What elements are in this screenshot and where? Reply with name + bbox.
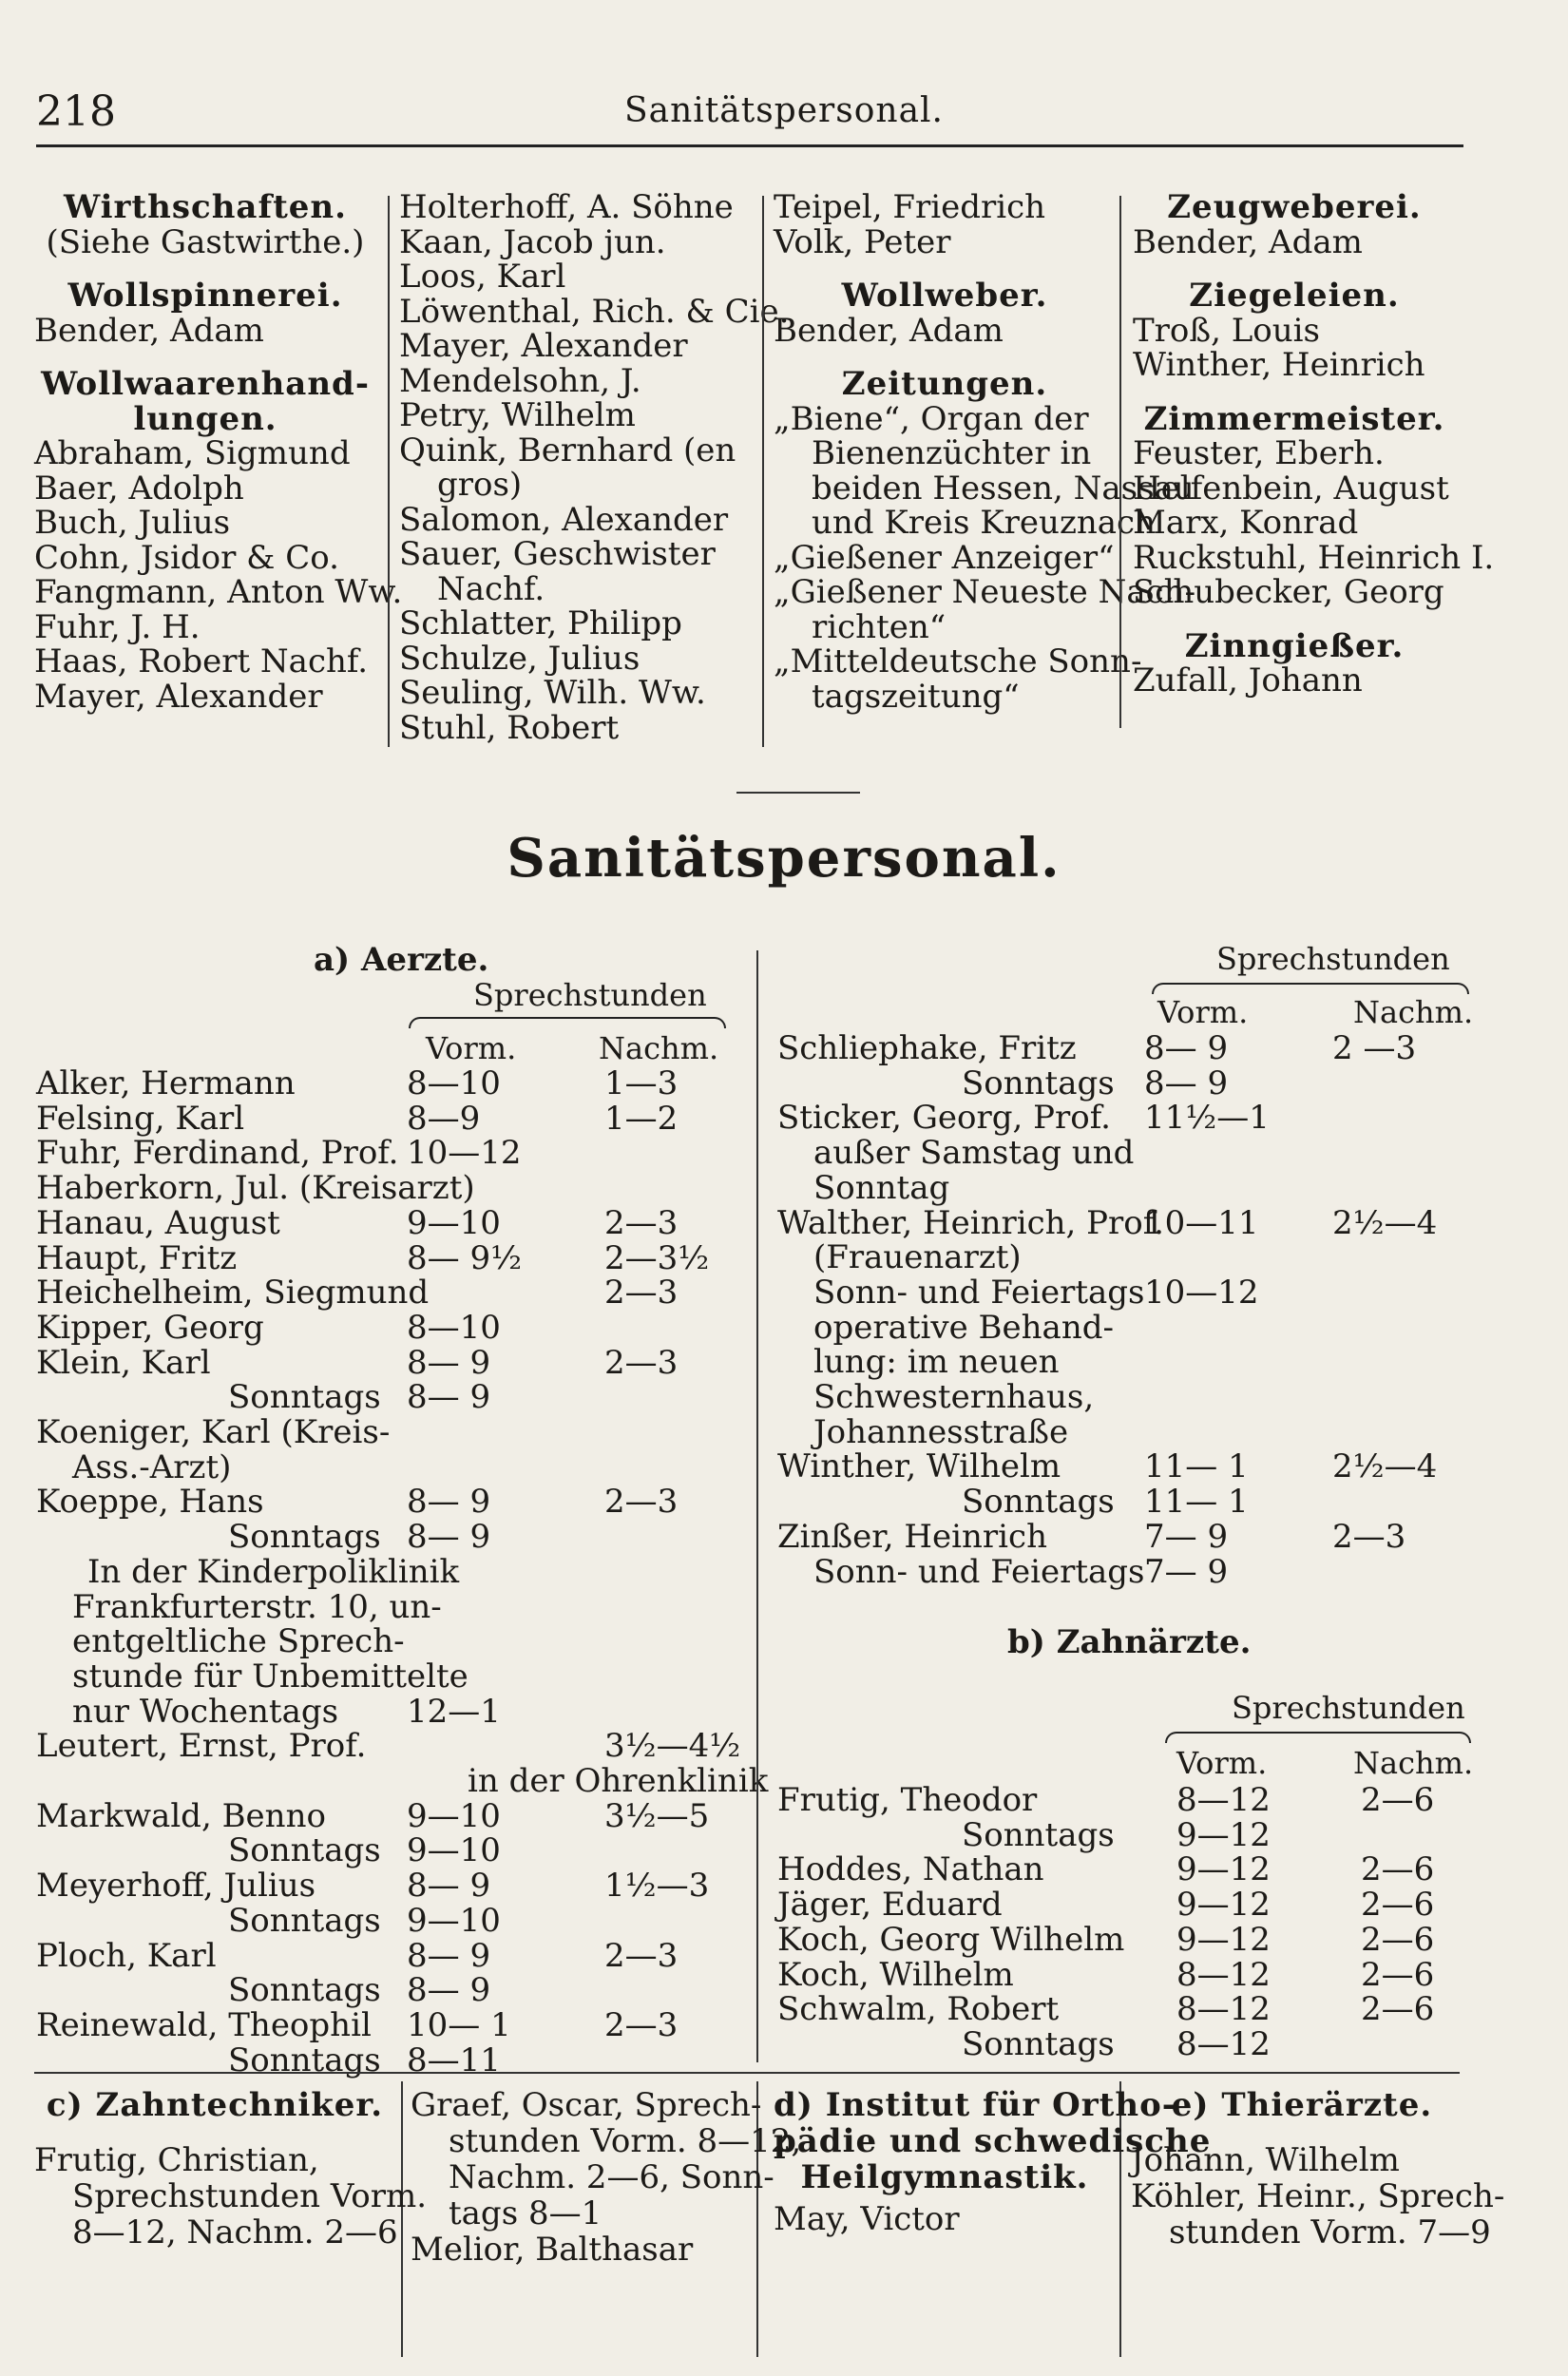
- category-heading: lungen.: [133, 399, 277, 438]
- category-heading: Wollspinnerei.: [67, 277, 343, 315]
- nachm-hours: 2—3½: [604, 1238, 710, 1277]
- nachm-header: Nachm.: [599, 1030, 719, 1066]
- name-entry: Frutig, Theodor: [777, 1781, 1038, 1819]
- nachm-hours: 2½—4: [1332, 1447, 1438, 1486]
- list-item: Volk, Peter: [774, 222, 951, 261]
- vorm-hours: 9—12: [1176, 1920, 1271, 1959]
- name-entry: Walther, Heinrich, Prof.: [777, 1203, 1164, 1242]
- name-entry: Ploch, Karl: [36, 1936, 217, 1975]
- list-item: Feuster, Eberh.: [1133, 434, 1385, 472]
- nachm-hours: 2—3: [604, 1343, 679, 1382]
- section-rule: [736, 792, 860, 794]
- column-brace: [1152, 983, 1469, 994]
- name-entry: Kipper, Georg: [36, 1308, 264, 1347]
- list-item: Löwenthal, Rich. & Cie.: [399, 292, 790, 331]
- category-heading: d) Institut für Ortho-: [774, 2086, 1176, 2124]
- list-item: Holterhoff, A. Söhne: [399, 188, 734, 226]
- list-item: „Mitteldeutsche Sonn-: [774, 642, 1142, 680]
- list-item: Sauer, Geschwister: [399, 535, 716, 573]
- vorm-hours: 9—12: [1176, 1815, 1271, 1854]
- page-number: 218: [36, 87, 116, 136]
- name-entry: Meyerhoff, Julius: [36, 1867, 316, 1906]
- vorm-hours: 8— 9: [1144, 1029, 1229, 1067]
- vorm-hours: 8— 9: [1144, 1063, 1229, 1102]
- sprechstunden-label: Sprechstunden: [1232, 1690, 1465, 1726]
- vorm-hours: 8—12: [1176, 1781, 1271, 1819]
- vorm-hours: 11— 1: [1144, 1447, 1249, 1486]
- header-rule: [36, 144, 1463, 147]
- list-item: Teipel, Friedrich: [774, 188, 1046, 226]
- list-item: Johann, Wilhelm: [1131, 2141, 1400, 2179]
- vorm-header: Vorm.: [1176, 1745, 1268, 1781]
- list-item: Petry, Wilhelm: [399, 396, 636, 434]
- nachm-hours: 2—6: [1361, 1920, 1435, 1959]
- list-item: und Kreis Kreuznach: [812, 504, 1156, 542]
- list-item: Seuling, Wilh. Ww.: [399, 674, 706, 712]
- cross-reference: (Siehe Gastwirthe.): [46, 222, 365, 261]
- name-entry: Hanau, August: [36, 1203, 280, 1242]
- nachm-header: Nachm.: [1353, 994, 1474, 1030]
- name-entry: Koeppe, Hans: [36, 1483, 264, 1522]
- list-item: Marx, Konrad: [1133, 504, 1359, 542]
- vorm-hours: 10—12: [1144, 1273, 1259, 1312]
- nachm-hours: 2—6: [1361, 1990, 1435, 2029]
- list-item: „Gießener Neueste Nach-: [774, 573, 1196, 611]
- directory-column-2: [399, 188, 790, 747]
- name-entry: Koch, Georg Wilhelm: [777, 1920, 1125, 1959]
- list-item: „Gießener Anzeiger“: [774, 538, 1115, 577]
- list-item: Kaan, Jacob jun.: [399, 222, 666, 261]
- category-heading: Wollweber.: [841, 277, 1048, 315]
- vorm-hours: 12—1: [407, 1692, 501, 1731]
- directory-column-3: [774, 188, 1196, 716]
- list-item: Sprechstunden Vorm.: [72, 2177, 428, 2215]
- list-item: Haas, Robert Nachf.: [34, 642, 369, 680]
- nachm-hours: 2—6: [1361, 1955, 1435, 1994]
- vorm-header: Vorm.: [1157, 994, 1249, 1030]
- list-item: Abraham, Sigmund: [34, 434, 351, 472]
- nachm-hours: 2—3: [604, 1274, 679, 1313]
- name-entry: Zinßer, Heinrich: [777, 1517, 1047, 1556]
- list-item: Troß, Louis: [1133, 311, 1320, 350]
- list-item: Nachm. 2—6, Sonn-: [449, 2158, 774, 2196]
- name-entry: Sonn- und Feiertags: [813, 1552, 1145, 1591]
- nachm-hours: 1½—3: [604, 1867, 710, 1906]
- running-title: Sanitätspersonal.: [623, 91, 944, 130]
- list-item: Winther, Heinrich: [1133, 346, 1425, 384]
- section-title: Sanitätspersonal.: [507, 827, 1061, 890]
- category-heading: Zinngießer.: [1184, 626, 1405, 665]
- name-entry: Felsing, Karl: [36, 1099, 245, 1138]
- column-divider: [756, 950, 758, 2062]
- vorm-hours: 9—10: [407, 1901, 501, 1940]
- list-item: Cohn, Jsidor & Co.: [34, 538, 339, 577]
- list-item: Melior, Balthasar: [411, 2231, 694, 2269]
- list-item: Quink, Bernhard (en: [399, 431, 736, 469]
- vorm-hours: 9—12: [1176, 1886, 1271, 1925]
- name-entry: Haberkorn, Jul. (Kreisarzt): [36, 1169, 475, 1208]
- directory-column-1: [34, 188, 403, 716]
- orthopaedie-column: [774, 2086, 1212, 2238]
- category-heading: Wirthschaften.: [64, 188, 347, 226]
- name-entry: Markwald, Benno: [36, 1796, 326, 1835]
- list-item: Ruckstuhl, Heinrich I.: [1133, 538, 1495, 577]
- category-heading: Wollwaarenhand-: [41, 365, 370, 403]
- thieraerzte-column: [1131, 2086, 1505, 2251]
- name-entry: stunde für Unbemittelte: [72, 1657, 468, 1696]
- vorm-hours: in der Ohrenklinik: [468, 1762, 769, 1800]
- name-entry: operative Behand-: [813, 1308, 1114, 1347]
- list-item: Bender, Adam: [34, 311, 264, 350]
- vorm-hours: 8— 9: [407, 1483, 491, 1522]
- list-item: Bienenzüchter in: [812, 434, 1092, 472]
- list-item: gros): [437, 466, 523, 504]
- name-entry: Koch, Wilhelm: [777, 1955, 1014, 1994]
- nachm-header: Nachm.: [1353, 1745, 1474, 1781]
- name-entry: Ass.-Arzt): [72, 1447, 232, 1486]
- list-item: Mayer, Alexander: [399, 327, 688, 365]
- sunday-label: Sonntags: [228, 1378, 381, 1417]
- vorm-hours: 8— 9: [407, 1867, 491, 1906]
- list-item: Frutig, Christian,: [34, 2141, 319, 2179]
- list-item: tagszeitung“: [812, 677, 1020, 716]
- list-item: Stuhl, Robert: [399, 708, 620, 747]
- vorm-hours: 8— 9: [407, 1378, 491, 1417]
- name-entry: Sticker, Georg, Prof.: [777, 1099, 1111, 1138]
- vorm-hours: 8—12: [1176, 1955, 1271, 1994]
- sunday-label: Sonntags: [962, 1815, 1115, 1854]
- name-entry: Sonntag: [813, 1168, 950, 1207]
- list-item: Schlatter, Philipp: [399, 604, 682, 642]
- name-entry: Johannesstraße: [813, 1412, 1069, 1451]
- name-entry: Klein, Karl: [36, 1343, 211, 1382]
- vorm-hours: 11— 1: [1144, 1483, 1249, 1522]
- nachm-hours: 3½—4½: [604, 1727, 741, 1766]
- name-entry: außer Samstag und: [813, 1134, 1135, 1173]
- name-entry: lung: im neuen: [813, 1343, 1060, 1382]
- vorm-hours: 9—10: [407, 1796, 501, 1835]
- vorm-hours: 8— 9: [407, 1343, 491, 1382]
- column-brace: [409, 1017, 726, 1028]
- vorm-hours: 9—10: [407, 1831, 501, 1870]
- vorm-hours: 8— 9½: [407, 1238, 523, 1277]
- list-item: stunden Vorm. 8—12,: [449, 2122, 802, 2160]
- list-item: Mayer, Alexander: [34, 677, 323, 716]
- nachm-hours: 3½—5: [604, 1796, 710, 1835]
- sunday-label: Sonntags: [228, 1971, 381, 2010]
- list-item: Baer, Adolph: [34, 469, 244, 508]
- vorm-hours: 10—12: [407, 1134, 522, 1173]
- nachm-hours: 2 —3: [1332, 1029, 1417, 1067]
- section-rule: [34, 2072, 1460, 2074]
- nachm-hours: 1—3: [604, 1064, 679, 1102]
- name-entry: Schwalm, Robert: [777, 1990, 1060, 2029]
- nachm-hours: 2—3: [604, 1483, 679, 1522]
- zahntechniker-column-2: [411, 2086, 802, 2269]
- list-item: 8—12, Nachm. 2—6: [72, 2213, 398, 2251]
- list-item: „Biene“, Organ der: [774, 399, 1089, 438]
- list-item: May, Victor: [774, 2200, 960, 2238]
- list-item: richten“: [812, 607, 947, 646]
- name-entry: entgeltliche Sprech-: [72, 1622, 405, 1661]
- nachm-hours: 2—6: [1361, 1781, 1435, 1819]
- name-entry: Reinewald, Theophil: [36, 2005, 372, 2044]
- column-divider: [1119, 196, 1121, 728]
- category-heading: Ziegeleien.: [1189, 277, 1400, 315]
- nachm-hours: 2—3: [604, 1203, 679, 1242]
- sprechstunden-label: Sprechstunden: [1216, 941, 1450, 977]
- list-item: Buch, Julius: [34, 504, 231, 542]
- list-item: tags 8—1: [449, 2194, 602, 2232]
- list-item: Bender, Adam: [774, 311, 1004, 350]
- category-heading: e) Thierärzte.: [1171, 2086, 1433, 2124]
- sunday-label: Sonntags: [228, 2041, 381, 2079]
- name-entry: Frankfurterstr. 10, un-: [72, 1587, 442, 1626]
- name-entry: In der Kinderpoliklinik: [87, 1552, 460, 1591]
- list-item: Nachf.: [437, 569, 545, 608]
- vorm-hours: 8— 9: [407, 1971, 491, 2010]
- vorm-hours: 11½—1: [1144, 1099, 1270, 1138]
- name-entry: Jäger, Eduard: [777, 1886, 1003, 1925]
- list-item: Bender, Adam: [1133, 222, 1363, 261]
- list-item: Schubecker, Georg: [1133, 573, 1444, 611]
- nachm-hours: 1—2: [604, 1099, 679, 1138]
- vorm-header: Vorm.: [426, 1030, 517, 1066]
- vorm-hours: 8—10: [407, 1308, 501, 1347]
- name-entry: Alker, Hermann: [36, 1064, 296, 1102]
- vorm-hours: 7— 9: [1144, 1517, 1229, 1556]
- directory-column-4: [1133, 188, 1495, 699]
- list-item: beiden Hessen, Nassau: [812, 469, 1195, 508]
- zahnaerzte-heading: b) Zahnärzte.: [1007, 1623, 1252, 1661]
- name-entry: Hoddes, Nathan: [777, 1850, 1044, 1889]
- list-item: Salomon, Alexander: [399, 500, 729, 539]
- column-divider: [388, 196, 390, 747]
- category-heading: c) Zahntechniker.: [46, 2086, 384, 2124]
- list-item: Mendelsohn, J.: [399, 361, 641, 400]
- column-brace: [1165, 1732, 1471, 1743]
- sunday-label: Sonntags: [228, 1901, 381, 1940]
- zahntechniker-column: [34, 2086, 428, 2251]
- column-divider: [762, 196, 764, 747]
- name-entry: Fuhr, Ferdinand, Prof.: [36, 1134, 399, 1173]
- vorm-hours: 10— 1: [407, 2005, 511, 2044]
- vorm-hours: 9—12: [1176, 1850, 1271, 1889]
- list-item: Zufall, Johann: [1133, 661, 1363, 699]
- list-item: Schulze, Julius: [399, 639, 641, 678]
- name-entry: Heichelheim, Siegmund: [36, 1274, 430, 1313]
- nachm-hours: 2—3: [1332, 1517, 1406, 1556]
- list-item: Köhler, Heinr., Sprech-: [1131, 2177, 1505, 2215]
- vorm-hours: 8—12: [1176, 2024, 1271, 2063]
- nachm-hours: 2—3: [604, 2005, 679, 2044]
- column-divider: [401, 2081, 403, 2357]
- sunday-label: Sonntags: [228, 1831, 381, 1870]
- sprechstunden-label: Sprechstunden: [473, 977, 707, 1013]
- nachm-hours: 2—3: [604, 1936, 679, 1975]
- name-entry: (Frauenarzt): [813, 1238, 1022, 1277]
- name-entry: Schliephake, Fritz: [777, 1029, 1077, 1067]
- vorm-hours: 7— 9: [1144, 1552, 1229, 1591]
- category-heading: Zeitungen.: [841, 365, 1048, 403]
- category-heading: pädie und schwedische: [774, 2122, 1212, 2160]
- vorm-hours: 9—10: [407, 1203, 501, 1242]
- vorm-hours: 8—12: [1176, 1990, 1271, 2029]
- name-entry: Winther, Wilhelm: [777, 1447, 1061, 1486]
- name-entry: Schwesternhaus,: [813, 1378, 1095, 1416]
- name-entry: Koeniger, Karl (Kreis-: [36, 1413, 391, 1451]
- list-item: Fuhr, J. H.: [34, 607, 201, 646]
- category-heading: Zeugweberei.: [1167, 188, 1422, 226]
- name-entry: nur Wochentags: [72, 1692, 339, 1731]
- list-item: Graef, Oscar, Sprech-: [411, 2086, 762, 2124]
- sunday-label: Sonntags: [228, 1518, 381, 1557]
- list-item: Fangmann, Anton Ww.: [34, 573, 403, 611]
- list-item: Helfenbein, August: [1133, 469, 1449, 508]
- name-entry: Sonn- und Feiertags: [813, 1273, 1145, 1312]
- vorm-hours: 8— 9: [407, 1936, 491, 1975]
- vorm-hours: 8— 9: [407, 1518, 491, 1557]
- vorm-hours: 8—11: [407, 2041, 501, 2079]
- sunday-label: Sonntags: [962, 2024, 1115, 2063]
- category-heading: Heilgymnastik.: [800, 2158, 1089, 2196]
- name-entry: Leutert, Ernst, Prof.: [36, 1727, 367, 1766]
- vorm-hours: 8—9: [407, 1099, 481, 1138]
- sunday-label: Sonntags: [962, 1483, 1115, 1522]
- vorm-hours: 10—11: [1144, 1203, 1259, 1242]
- aerzte-heading: a) Aerzte.: [314, 941, 489, 979]
- nachm-hours: 2—6: [1361, 1850, 1435, 1889]
- nachm-hours: 2½—4: [1332, 1203, 1438, 1242]
- list-item: stunden Vorm. 7—9: [1169, 2213, 1491, 2251]
- sunday-label: Sonntags: [962, 1063, 1115, 1102]
- nachm-hours: 2—6: [1361, 1886, 1435, 1925]
- list-item: Loos, Karl: [399, 258, 566, 296]
- name-entry: Haupt, Fritz: [36, 1238, 238, 1277]
- category-heading: Zimmermeister.: [1143, 399, 1445, 438]
- vorm-hours: 8—10: [407, 1064, 501, 1102]
